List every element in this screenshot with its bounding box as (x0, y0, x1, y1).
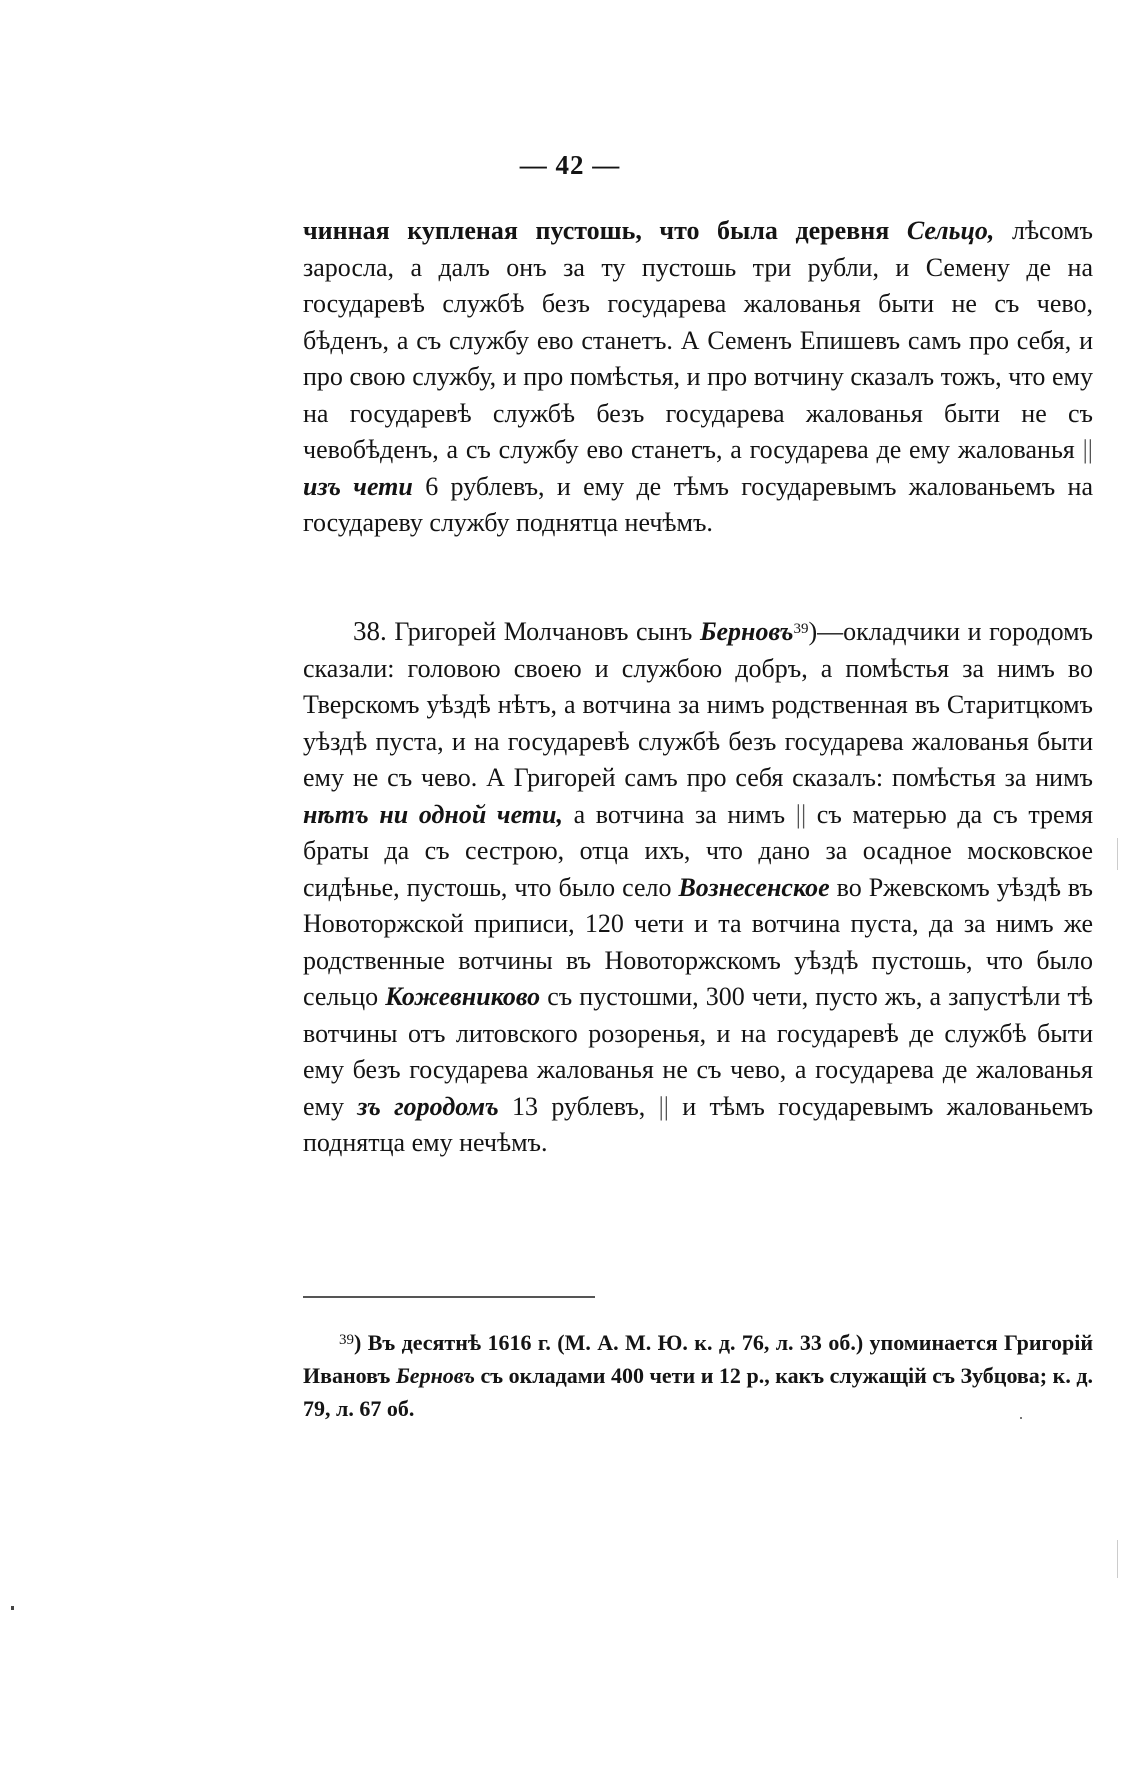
italic-phrase: нѣтъ ни одной чети, (303, 799, 563, 829)
footnote-39 (303, 1326, 1093, 1425)
paragraph-text: чинная купленая пустошь, что была деревня (303, 216, 907, 245)
page-number: — 42 — (519, 150, 621, 180)
paragraph-text: Григорей Молчановъ сынъ (386, 617, 700, 646)
paragraph-text: лѣсомъ заросла, а далъ онъ за ту пустошь три рубли, и Семену де на государевѣ службѣ безъ государева жалованья быти не съ чево, бѣденъ, а съ службу ево станетъ. А Семенъ Епишевъ самъ про себя, и про свою службу, и про помѣстья, и про вотчину сказалъ тожъ, что ему на государевѣ службѣ безъ государева жалованья быти не съ чевобѣденъ, а съ службу ево станетъ, а государева де ему жалованья (303, 216, 1093, 464)
footnote-marker: 39 (339, 1332, 354, 1348)
paragraph-text: 6 рублевъ, и ему де тѣмъ государевымъ жалованьемъ на государеву службу поднятца нечѣмъ. (303, 471, 1093, 537)
footnote-divider (303, 1296, 595, 1298)
italic-surname: Берновъ (395, 1363, 475, 1388)
scan-edge-mark (1117, 838, 1118, 870)
column-break-mark: || (1082, 435, 1093, 464)
paragraph-text: съ матерью да съ тремя браты да съ сестрою, отца ихъ, что дано за осадное московское сидѣнье, пустошь, что было село (303, 799, 1094, 902)
footnote-text: ) Въ десятнѣ 1616 г. (М. А. М. Ю. к. д. 76, л. 33 об.) упоминается Григорій Ивановъ (303, 1330, 1093, 1388)
italic-phrase: зъ городомъ (357, 1091, 499, 1121)
italic-place-name: Кожевниково (385, 982, 541, 1011)
italic-place-name: Вознесенское (678, 872, 830, 902)
body-paragraph-1 (303, 213, 1093, 542)
body-paragraph-2 (303, 613, 1093, 1162)
column-break-mark: || (795, 799, 807, 829)
footnote-text: съ окладами 400 чети и 12 р., какъ служащій съ Зубцова; к. д. 79, л. 67 об. (303, 1363, 1093, 1421)
paragraph-text: )—окладчики и городомъ сказали: головою своею и службою добръ, а помѣстья за нимъ во Тверскомъ уѣздѣ нѣтъ, а вотчина за нимъ родственная въ Старитцкомъ уѣздѣ пуста, и на государевѣ службѣ безъ государева жалованья быти ему не съ чево. А Григорей самъ про себя сказалъ: помѣстья за нимъ (303, 617, 1093, 792)
column-break-mark: || (658, 1091, 670, 1121)
italic-phrase: изъ чети (303, 471, 413, 501)
italic-surname: Берновъ (699, 617, 794, 646)
scan-speck (11, 1606, 14, 1610)
footnote-reference: 39 (793, 621, 809, 637)
paragraph-text: 13 рублевъ, (498, 1091, 659, 1121)
entry-number: 38. (353, 616, 387, 646)
paragraph-text: и тѣмъ государевымъ жалованьемъ поднятца ему нечѣмъ. (303, 1091, 1094, 1157)
scan-speck (1020, 1417, 1022, 1419)
paragraph-text: во Ржевскомъ уѣздѣ въ Новоторжской приписи, 120 чети и та вотчина пуста, да за нимъ же родственные вотчины въ Новоторжскомъ уѣздѣ пустошь, что было сельцо (303, 872, 1094, 1011)
scan-edge-mark (1117, 1540, 1118, 1578)
italic-place-name: Сельцо, (906, 216, 995, 245)
paragraph-text: а вотчина за нимъ (562, 799, 796, 829)
paragraph-text: съ пустошми, 300 чети, пусто жъ, а запустѣли тѣ вотчины отъ литовского розоренья, и на государевѣ де службѣ быти ему безъ государева жалованья не съ чево, а государева де жалованья ему (303, 982, 1093, 1121)
